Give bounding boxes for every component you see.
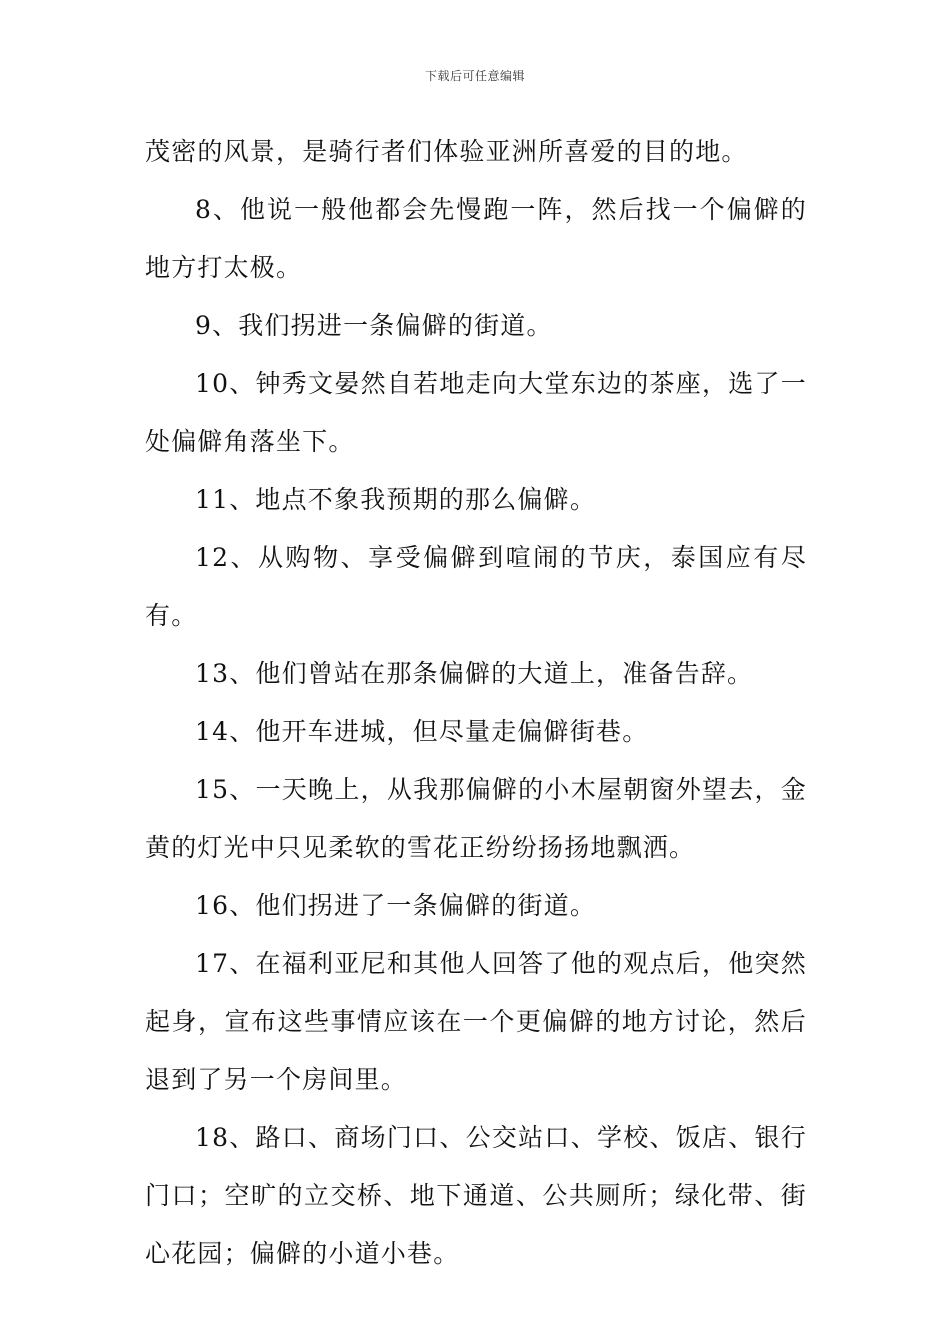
paragraph: 14、他开车进城，但尽量走偏僻街巷。 — [195, 717, 649, 746]
header-note: 下载后可任意编辑 — [424, 69, 525, 83]
paragraph: 13、他们曾站在那条偏僻的大道上，准备告辞。 — [195, 659, 754, 688]
paragraph: 17、在福利亚尼和其他人回答了他的观点后，他突然起身，宣布这些事情应该在一个更偏僻的地方讨论，然后退到了另一个房间里。 — [145, 949, 807, 1094]
paragraph: 8、他说一般他都会先慢跑一阵，然后找一个偏僻的地方打太极。 — [145, 195, 807, 282]
paragraph: 10、钟秀文晏然自若地走向大堂东边的茶座，选了一处偏僻角落坐下。 — [145, 369, 807, 456]
paragraph: 茂密的风景，是骑行者们体验亚洲所喜爱的目的地。 — [145, 137, 748, 166]
document-body — [145, 123, 807, 1283]
paragraph: 18、路口、商场门口、公交站口、学校、饭店、银行门口；空旷的立交桥、地下通道、公共厕所；绿化带、街心花园；偏僻的小道小巷。 — [145, 1123, 807, 1268]
paragraph: 15、一天晚上，从我那偏僻的小木屋朝窗外望去，金黄的灯光中只见柔软的雪花正纷纷扬扬地飘洒。 — [145, 775, 807, 862]
paragraph: 16、他们拐进了一条偏僻的街道。 — [195, 891, 597, 920]
paragraph: 12、从购物、享受偏僻到喧闹的节庆，泰国应有尽有。 — [145, 543, 807, 630]
paragraph: 9、我们拐进一条偏僻的街道。 — [195, 311, 553, 340]
paragraph: 11、地点不象我预期的那么偏僻。 — [195, 485, 597, 514]
